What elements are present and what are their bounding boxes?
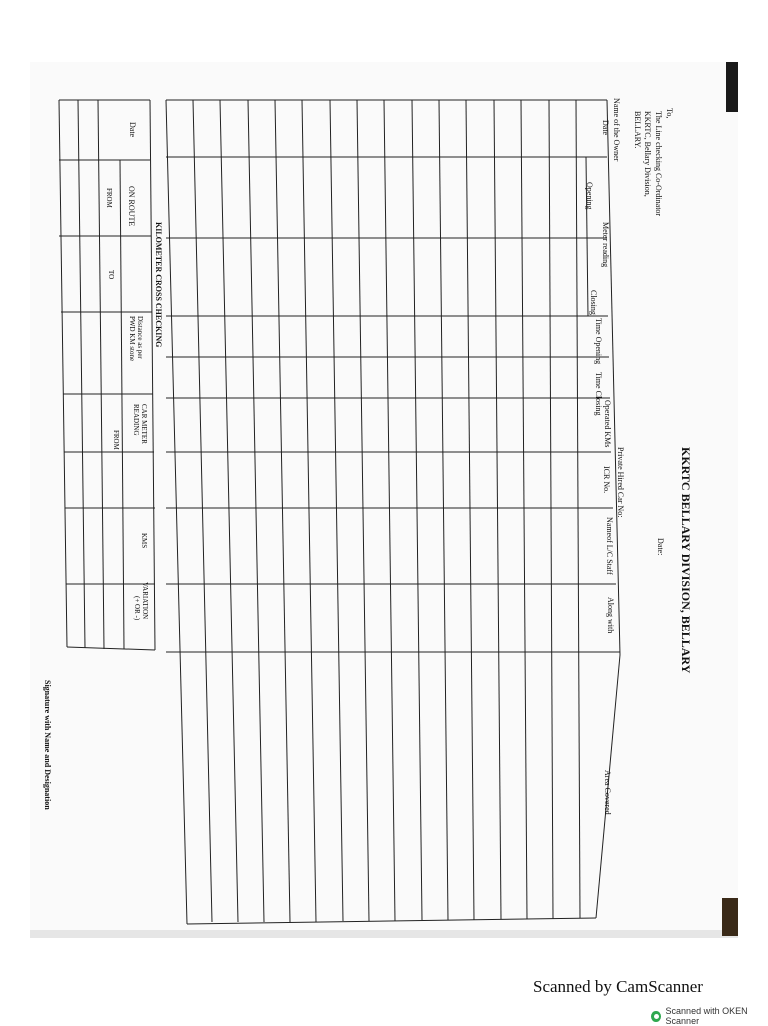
addressee-line-2: KKRTC, Bellary Division,	[643, 111, 652, 197]
header-opening: Opening	[585, 182, 594, 210]
document-title: KKRTC BELLARY DIVISION, BELLARY	[679, 447, 693, 674]
cc-header-from: FROM	[105, 188, 113, 208]
cc-header-distance: Distance as per PWD KM stone	[128, 316, 144, 362]
cc-header-car-meter: CAR METER READING	[132, 404, 148, 444]
header-operated-kms: Operated KMs	[603, 400, 612, 448]
header-time-closing: Time Closing	[594, 372, 603, 416]
header-meter-reading: Meter reading	[601, 222, 610, 268]
oken-watermark-text: Scanned with OKEN Scanner	[665, 1006, 748, 1026]
cc-header-on-route: ON ROUTE	[127, 186, 136, 227]
car-label: Private Hired Car No:	[616, 447, 625, 518]
cross-check-title: KILOMETER CROSS CHECKING	[154, 222, 163, 348]
header-time-opening: Time Opening	[594, 318, 603, 365]
header-date: Date	[601, 120, 610, 136]
cc-header-plus-minus: (+ OR -)	[133, 596, 141, 621]
oken-logo-icon	[651, 1011, 661, 1022]
cc-header-to: TO	[107, 270, 115, 280]
addressee-line-3: BELLARY.	[633, 111, 642, 149]
header-icr-no: ICR No.	[602, 466, 611, 494]
signature-label: Signature with Name and Designation	[43, 680, 52, 810]
oken-watermark	[651, 1006, 768, 1026]
cc-header-variation: VARIATION	[141, 582, 149, 620]
header-closing: Closing	[589, 290, 598, 315]
cc-header-kms: KMS	[140, 533, 148, 549]
owner-label: Name of the Owner	[612, 98, 621, 162]
cc-header-meter-from: FROM	[112, 430, 120, 450]
date-label: Date:	[656, 538, 665, 556]
header-area-covered: Area Covered	[603, 770, 612, 815]
camscanner-watermark: Scanned by CamScanner	[533, 977, 703, 996]
addressee-line-1: The Line checking Co-Ordinator	[654, 111, 663, 217]
header-lc-staff: Nameof L/C Staff	[605, 517, 614, 575]
cc-header-date: Date	[128, 122, 137, 138]
header-along-with: Along with	[606, 597, 615, 634]
to-label: To,	[665, 108, 674, 119]
